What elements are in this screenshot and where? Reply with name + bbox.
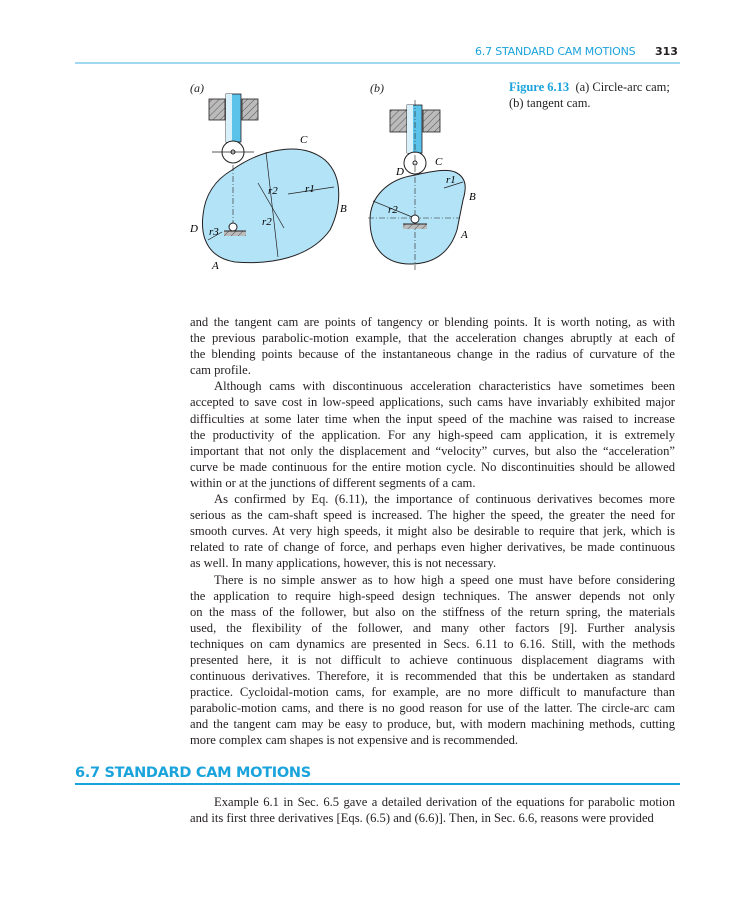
text-line: and the tangent cam may be easy to produce, but, with modern machining methods, cutting bbox=[190, 717, 675, 732]
label-b-r2: r2 bbox=[388, 204, 398, 216]
label-a-r2-top: r2 bbox=[268, 185, 278, 197]
label-a-r3: r3 bbox=[209, 226, 219, 238]
text-line: Example 6.1 in Sec. 6.5 gave a detailed derivation of the equations for parabolic motion bbox=[214, 795, 675, 809]
text-line: the previous parabolic-motion example, that the acceleration changes abruptly at each of bbox=[190, 331, 675, 346]
figure-6-13 bbox=[0, 0, 737, 300]
paragraph bbox=[190, 378, 675, 491]
label-a-c: C bbox=[300, 134, 308, 146]
text-line: and the tangent cam are points of tangency or blending points. It is worth noting, as with bbox=[190, 315, 675, 329]
text-line: parabolic-motion cams, and there is no good reason for use of the latter. The circle-arc cam bbox=[190, 701, 675, 716]
label-b-c: C bbox=[435, 156, 443, 168]
text-line: the blending points because of the instantaneous change in the radius of curvature of the bbox=[190, 347, 675, 362]
text-line: smooth curves. At very high speeds, it might also be desirable to require that jerk, which is bbox=[190, 524, 675, 539]
label-a-d: D bbox=[190, 223, 198, 235]
circle-arc-cam-diagram bbox=[189, 94, 347, 272]
text-line: Although cams with discontinuous acceleration characteristics have sometimes been bbox=[214, 379, 675, 394]
running-header-title: 6.7 STANDARD CAM MOTIONS bbox=[475, 45, 636, 58]
guide-left-b bbox=[390, 110, 407, 132]
text-line: presented here, it is not difficult to achieve continuous displacement diagrams with bbox=[190, 652, 675, 667]
panel-label-b: (b) bbox=[370, 81, 384, 95]
pivot-b bbox=[411, 215, 419, 223]
text-line: practice. Cycloidal-motion cams, for example, are no more difficult to manufacture than bbox=[190, 685, 675, 700]
guide-right-b bbox=[423, 110, 440, 132]
text-line: related to rate of change of force, and perhaps even higher derivatives, be made continuous bbox=[190, 540, 675, 555]
label-a-r1: r1 bbox=[305, 183, 315, 195]
section-heading: 6.7 STANDARD CAM MOTIONS bbox=[75, 765, 311, 781]
tangent-cam-diagram bbox=[368, 100, 476, 270]
guide-right-a bbox=[242, 99, 258, 120]
guide-left-a bbox=[209, 99, 225, 120]
pivot-base-b bbox=[403, 224, 427, 229]
text-line: within or at the junctions of different segments of a cam. bbox=[190, 475, 476, 490]
figure-caption bbox=[509, 79, 679, 111]
paragraph bbox=[190, 572, 675, 749]
section-text bbox=[190, 794, 675, 826]
text-line: the application to require high-speed design techniques. The answer depends not only bbox=[190, 588, 675, 603]
text-line: As confirmed by Eq. (6.11), the importance of continuous derivatives becomes more bbox=[214, 492, 675, 507]
text-line: serious as the cam-shaft speed is increased. The higher the speed, the greater the need for bbox=[190, 508, 675, 523]
text-line: accepted to save cost in low-speed applications, such cams have invariably exhibited major bbox=[190, 395, 675, 410]
label-b-b: B bbox=[469, 191, 476, 203]
caption-text: (a) Circle-arc cam; (b) tangent cam. bbox=[509, 80, 670, 110]
paragraph bbox=[190, 314, 675, 378]
text-line: used, the flexibility of the follower, and many other factors [9]. Further analysis bbox=[190, 620, 675, 635]
caption-number: Figure 6.13 bbox=[509, 80, 570, 94]
text-line: the productivity of the application. For any high-speed cam application, it is extremely bbox=[190, 427, 675, 442]
pivot-a bbox=[229, 223, 237, 231]
body-text bbox=[190, 314, 675, 749]
label-b-d: D bbox=[396, 166, 404, 178]
section-rule bbox=[75, 783, 680, 785]
text-line: on the mass of the follower, but also on the stiffness of the return spring, the materials bbox=[190, 604, 675, 619]
text-line: cam profile. bbox=[190, 363, 251, 378]
text-line: difficulties at some later time when the input speed of the machine was raised to increase bbox=[190, 411, 675, 426]
text-line: important that not only the displacement and “velocity” curves, but also the “acceleration” bbox=[190, 443, 675, 458]
paragraph bbox=[190, 491, 675, 571]
text-line: continuous derivatives. Therefore, it is recommended that this be undertaken as standard bbox=[190, 669, 675, 684]
paragraph bbox=[190, 794, 675, 826]
text-line: as well. In many applications, however, this is not necessary. bbox=[190, 556, 497, 571]
text-line: and its first three derivatives [Eqs. (6.5) and (6.6)]. Then, in Sec. 6.6, reasons were provided bbox=[190, 811, 654, 826]
text-line: curve be made continuous for the entire motion cycle. No discontinuities should be allowed bbox=[190, 459, 675, 474]
label-a-a: A bbox=[212, 260, 219, 272]
page-number: 313 bbox=[655, 45, 678, 58]
label-a-b: B bbox=[340, 203, 347, 215]
label-b-a: A bbox=[461, 229, 468, 241]
label-a-r2-bottom: r2 bbox=[262, 216, 272, 228]
label-b-r1: r1 bbox=[446, 174, 456, 186]
panel-label-a: (a) bbox=[190, 81, 204, 95]
text-line: There is no simple answer as to how high a speed one must have before considering bbox=[214, 572, 675, 587]
text-line: techniques on cam dynamics are presented in Secs. 6.11 to 6.16. Still, with the methods bbox=[190, 636, 675, 651]
text-line: more complex cam shapes is not expensive and is recommended. bbox=[190, 733, 519, 748]
cam-a-profile bbox=[202, 149, 338, 263]
pivot-base-a bbox=[224, 231, 246, 236]
